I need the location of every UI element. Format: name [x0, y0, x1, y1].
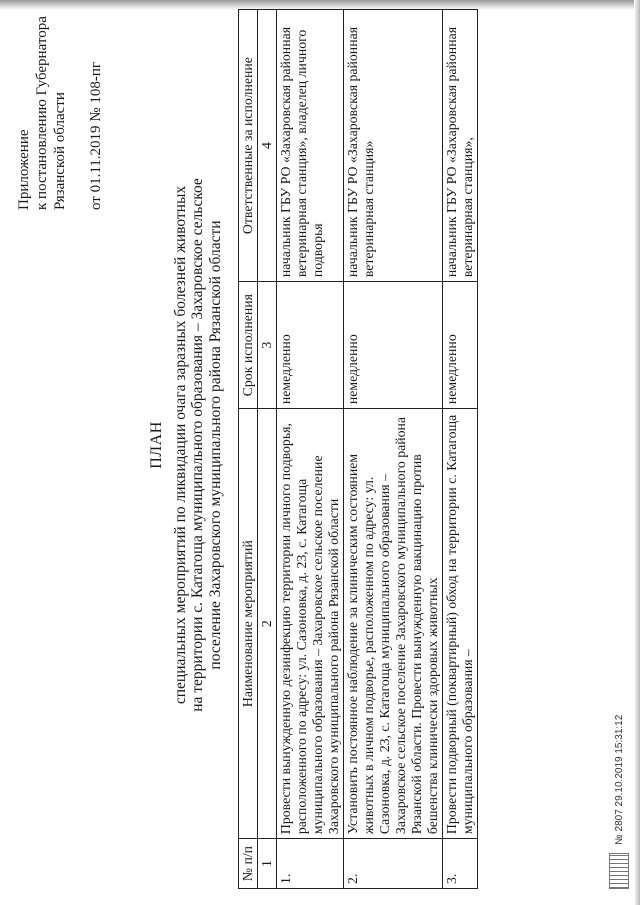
- plan-table: [238, 9, 478, 889]
- plan-title: ПЛАН: [148, 421, 165, 469]
- header-responsible: Ответственные за исполнение: [239, 10, 258, 282]
- row-term: немедленно: [443, 282, 478, 409]
- header-term: Срок исполнения: [239, 282, 258, 409]
- header-number: № п/п: [239, 839, 258, 889]
- registration-info: № 2807 29.10.2019 15:31:12: [614, 714, 625, 845]
- heading-line-2: на территории с. Катагоща муниципального образования – Захаровское сельское: [189, 178, 206, 712]
- appendix-date-number: от 01.11.2019 № 108-пг: [88, 61, 104, 210]
- appendix-title: Приложение: [16, 129, 32, 210]
- column-number-row: [258, 10, 277, 889]
- table-row: [344, 10, 443, 889]
- row-responsible: начальник ГБУ РО «Захаровская районная ветеринарная станция», владелец личного подворья: [277, 10, 344, 282]
- row-action: Установить постоянное наблюдение за клиническим состоянием животных в личном подворье, расположенном по адресу: ул. Сазоновка, д. 23, с. Катагоща муниципального образования – Захаровское сельское поселение Захаровского муниципального района Рязанской области. Провести вынужденную вакцинацию против бешенства клинически здоровых животных: [344, 409, 443, 839]
- table-row: [277, 10, 344, 889]
- column-number: 2: [258, 409, 277, 839]
- column-number: 1: [258, 839, 277, 889]
- row-action: Провести подворный (поквартирный) обход на территории с. Катагоща муниципального образования –: [443, 409, 478, 839]
- row-number: 2.: [344, 839, 443, 889]
- table-row: [443, 10, 478, 889]
- registration-footer: [605, 489, 635, 889]
- row-responsible: начальник ГБУ РО «Захаровская районная ветеринарная станция»,: [443, 10, 478, 282]
- table-header-row: [239, 10, 258, 889]
- column-number: 3: [258, 282, 277, 409]
- column-number: 4: [258, 10, 277, 282]
- document-heading: [148, 165, 224, 725]
- row-number: 3.: [443, 839, 478, 889]
- row-number: 1.: [277, 839, 344, 889]
- appendix-line-2: Рязанской области: [52, 92, 68, 210]
- row-responsible: начальник ГБУ РО «Захаровская районная ветеринарная станция»: [344, 10, 443, 282]
- heading-line-1: специальных мероприятий по ликвидации очага заразных болезней животных: [171, 185, 189, 705]
- row-term: немедленно: [344, 282, 443, 409]
- appendix-block: [15, 10, 105, 210]
- heading-line-3: поселение Захаровского муниципального района Рязанской области: [206, 220, 224, 670]
- appendix-line-1: к постановлению Губернатора: [34, 16, 50, 210]
- row-action: Провести вынужденную дезинфекцию территории личного подворья, расположенного по адресу: ул. Сазоновка, д. 23, с. Катагоща муниципального образования – Захаровское сельское поселение Захаровского муниципального района Рязанской области: [277, 409, 344, 839]
- row-term: немедленно: [277, 282, 344, 409]
- header-action: Наименование мероприятий: [239, 409, 258, 839]
- barcode-stamp: [609, 853, 629, 889]
